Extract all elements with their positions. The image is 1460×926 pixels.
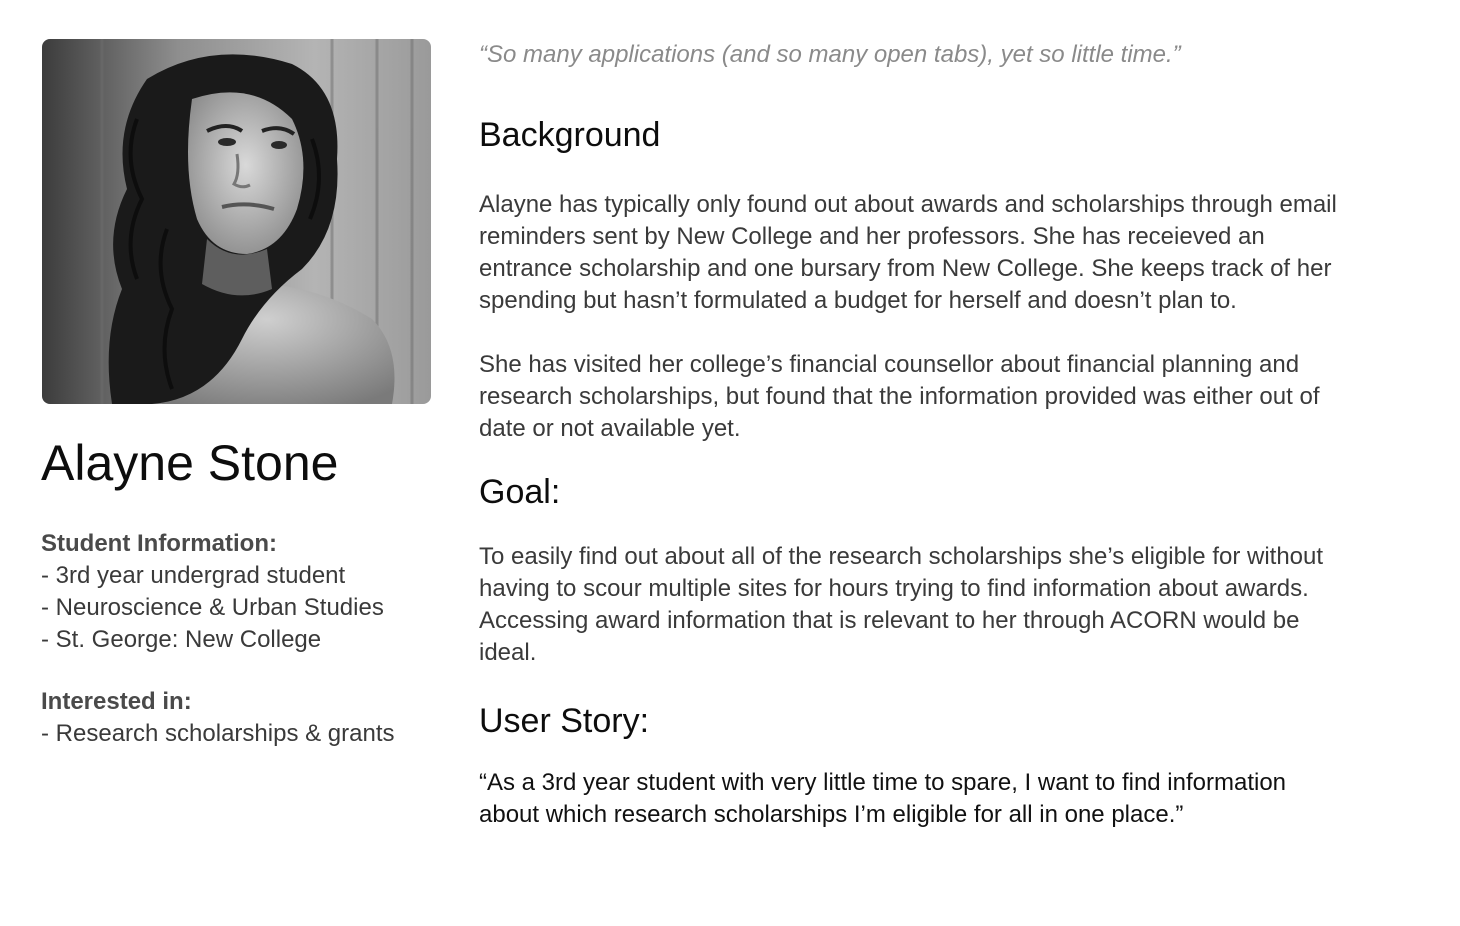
background-paragraph-2 <box>479 349 1429 445</box>
goal-paragraph <box>479 541 1429 669</box>
text-line: date or not available yet. <box>479 415 741 442</box>
persona-name: Alayne Stone <box>41 435 339 491</box>
interests-section <box>41 686 461 750</box>
text-line: She has visited her college’s financial counsellor about financial planning and <box>479 351 1300 378</box>
persona-quote: “So many applications (and so many open tabs), yet so little time.” <box>479 41 1181 68</box>
student-info-item: - 3rd year undergrad student <box>41 562 346 589</box>
text-line: To easily find out about all of the research scholarships she’s eligible for without <box>479 543 1324 570</box>
student-info-item: - St. George: New College <box>41 626 322 653</box>
text-line: “As a 3rd year student with very little time to spare, I want to find information <box>479 769 1287 796</box>
user-story-heading: User Story: <box>479 702 650 740</box>
persona-photo <box>42 39 431 404</box>
goal-heading: Goal: <box>479 473 561 511</box>
text-line: ideal. <box>479 639 537 666</box>
persona-photo-illustration <box>42 39 431 404</box>
student-info-section <box>41 528 461 656</box>
interest-item: - Research scholarships & grants <box>41 720 395 747</box>
text-line: spending but hasn’t formulated a budget for herself and doesn’t plan to. <box>479 287 1237 314</box>
text-line: entrance scholarship and one bursary from New College. She keeps track of her <box>479 255 1332 282</box>
text-line: about which research scholarships I’m eligible for all in one place.” <box>479 801 1184 828</box>
text-line: Accessing award information that is relevant to her through ACORN would be <box>479 607 1300 634</box>
text-line: having to scour multiple sites for hours trying to find information about awards. <box>479 575 1309 602</box>
text-line: Alayne has typically only found out about awards and scholarships through email <box>479 191 1337 218</box>
text-line: research scholarships, but found that the information provided was either out of <box>479 383 1320 410</box>
background-paragraph-1 <box>479 189 1429 317</box>
text-line: reminders sent by New College and her professors. She has receieved an <box>479 223 1265 250</box>
student-info-label: Student Information: <box>41 530 277 557</box>
background-heading: Background <box>479 116 661 154</box>
user-story-paragraph <box>479 767 1429 831</box>
student-info-item: - Neuroscience & Urban Studies <box>41 594 384 621</box>
interests-label: Interested in: <box>41 688 192 715</box>
